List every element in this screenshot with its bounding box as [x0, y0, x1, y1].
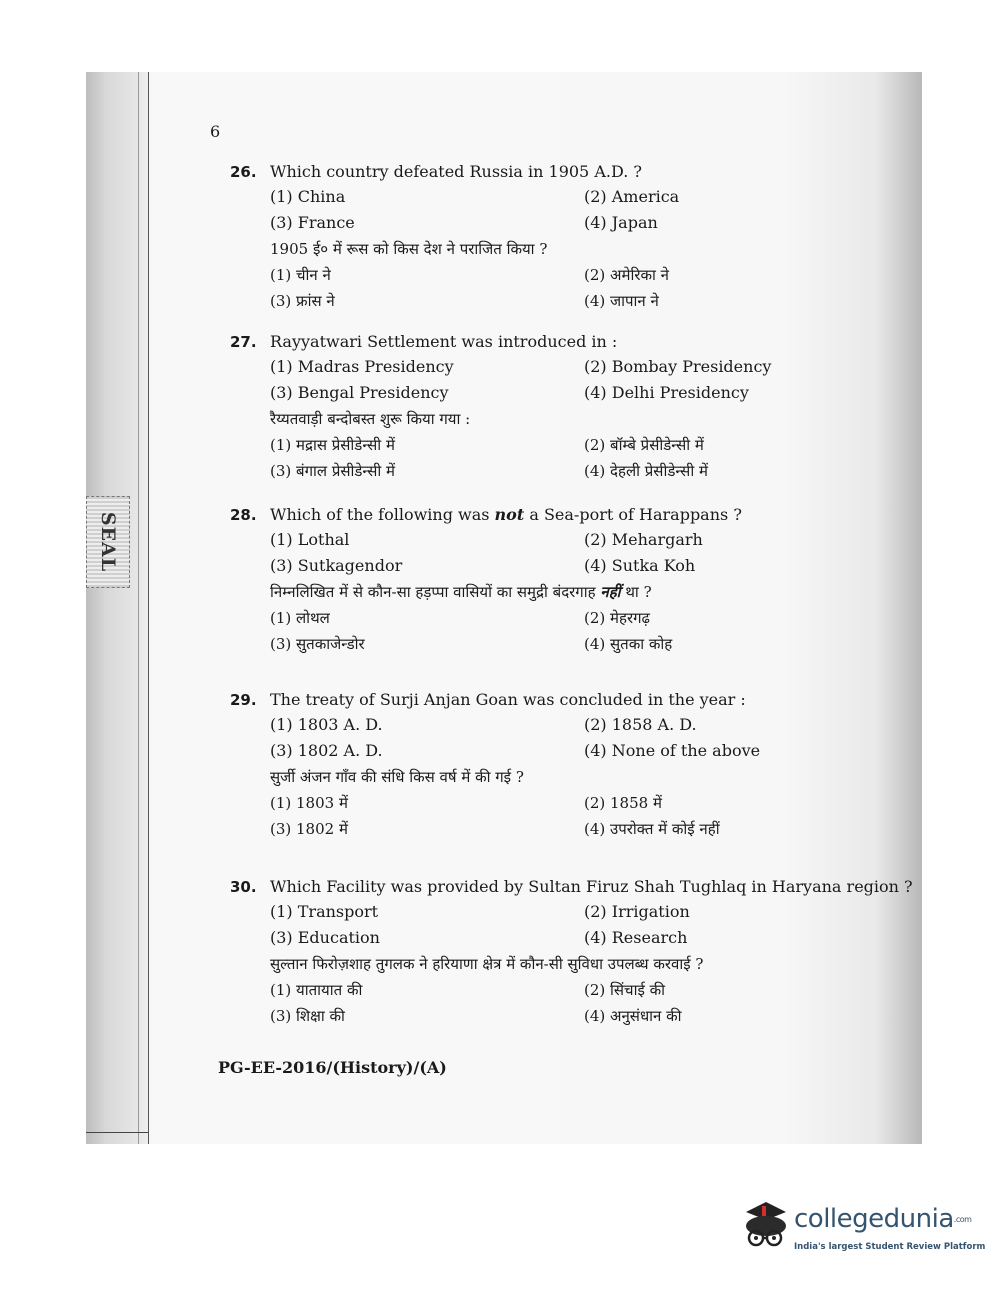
margin-line: [148, 72, 149, 1144]
question-text-en: Rayyatwari Settlement was introduced in :: [270, 332, 618, 351]
option-hi-1: (1) चीन ने: [270, 266, 331, 284]
option-hi-3: (3) बंगाल प्रेसीडेन्सी में: [270, 462, 396, 480]
option-en-1: (1) 1803 A. D.: [270, 715, 383, 734]
question-29: [230, 688, 910, 842]
option-en-4: (4) Japan: [584, 213, 658, 232]
seal-label: SEAL: [97, 511, 119, 573]
question-26: [230, 160, 910, 314]
option-en-1: (1) Lothal: [270, 530, 350, 549]
logo-tagline: India's largest Student Review Platform: [794, 1242, 986, 1252]
collegedunia-logo: [738, 1198, 986, 1258]
question-text-hi: सुल्तान फिरोज़शाह तुगलक ने हरियाणा क्षेत्र में कौन-सी सुविधा उपलब्ध करवाई ?: [270, 955, 704, 973]
question-28: [230, 503, 910, 657]
option-en-3: (3) Bengal Presidency: [270, 383, 449, 402]
option-hi-4: (4) जापान ने: [584, 292, 659, 310]
question-text-en: The treaty of Surji Anjan Goan was concluded in the year :: [270, 690, 746, 709]
option-en-2: (2) 1858 A. D.: [584, 715, 697, 734]
option-en-1: (1) Transport: [270, 902, 379, 921]
question-30: [230, 875, 913, 1029]
logo-wordmark: collegedunia.com: [794, 1204, 972, 1234]
option-hi-4: (4) देहली प्रेसीडेन्सी में: [584, 462, 708, 480]
option-en-4: (4) Research: [584, 928, 688, 947]
option-hi-2: (2) सिंचाई की: [584, 981, 665, 999]
option-hi-4: (4) उपरोक्त में कोई नहीं: [584, 820, 720, 838]
question-text-hi: 1905 ई० में रूस को किस देश ने पराजित किया ?: [270, 240, 548, 258]
emphasis-not: not: [494, 505, 525, 524]
option-en-2: (2) Irrigation: [584, 902, 690, 921]
question-number: 30.: [230, 878, 257, 896]
option-en-3: (3) 1802 A. D.: [270, 741, 383, 760]
student-mascot-icon: [738, 1198, 794, 1258]
option-hi-2: (2) अमेरिका ने: [584, 266, 669, 284]
option-en-2: (2) Bombay Presidency: [584, 357, 772, 376]
question-number: 29.: [230, 691, 257, 709]
option-hi-1: (1) यातायात की: [270, 981, 363, 999]
option-en-1: (1) China: [270, 187, 346, 206]
question-text-hi: सुर्जी अंजन गाँव की संधि किस वर्ष में की गई ?: [270, 768, 524, 786]
question-number: 27.: [230, 333, 257, 351]
option-hi-1: (1) मद्रास प्रेसीडेन्सी में: [270, 436, 395, 454]
option-en-1: (1) Madras Presidency: [270, 357, 454, 376]
option-hi-1: (1) 1803 में: [270, 794, 348, 812]
option-en-3: (3) Sutkagendor: [270, 556, 403, 575]
seal-stamp: [86, 496, 130, 588]
option-hi-2: (2) मेहरगढ़: [584, 609, 650, 627]
footer-paper-code: PG-EE-2016/(History)/(A): [218, 1058, 447, 1077]
option-en-4: (4) Sutka Koh: [584, 556, 696, 575]
emphasis-nahin: नहीं: [600, 583, 621, 601]
margin-line-2: [138, 72, 139, 1144]
option-en-3: (3) France: [270, 213, 355, 232]
option-hi-3: (3) 1802 में: [270, 820, 348, 838]
option-hi-4: (4) अनुसंधान की: [584, 1007, 682, 1025]
question-text-en: Which country defeated Russia in 1905 A.D. ?: [270, 162, 642, 181]
option-hi-1: (1) लोथल: [270, 609, 330, 627]
option-hi-3: (3) फ्रांस ने: [270, 292, 335, 310]
question-number: 26.: [230, 163, 257, 181]
option-en-4: (4) Delhi Presidency: [584, 383, 749, 402]
question-text-hi: रैय्यतवाड़ी बन्दोबस्त शुरू किया गया :: [270, 410, 471, 428]
option-hi-4: (4) सुतका कोह: [584, 635, 673, 653]
question-text-en: Which of the following was not a Sea-port of Harappans ?: [270, 505, 742, 524]
question-text-hi: निम्नलिखित में से कौन-सा हड़प्पा वासियों का समुद्री बंदरगाह नहीं था ?: [270, 583, 652, 601]
option-en-2: (2) America: [584, 187, 680, 206]
bottom-left-rule: [86, 1132, 148, 1133]
logo-dotcom: .com: [953, 1215, 972, 1224]
option-hi-3: (3) शिक्षा की: [270, 1007, 345, 1025]
option-hi-2: (2) 1858 में: [584, 794, 662, 812]
page-number: 6: [210, 122, 221, 141]
option-hi-2: (2) बॉम्बे प्रेसीडेन्सी में: [584, 436, 704, 454]
option-en-4: (4) None of the above: [584, 741, 761, 760]
question-text-en: Which Facility was provided by Sultan Firuz Shah Tughlaq in Haryana region ?: [270, 877, 913, 896]
option-en-3: (3) Education: [270, 928, 380, 947]
question-number: 28.: [230, 506, 257, 524]
option-en-2: (2) Mehargarh: [584, 530, 703, 549]
option-hi-3: (3) सुतकाजेन्डोर: [270, 635, 365, 653]
question-27: [230, 330, 910, 484]
